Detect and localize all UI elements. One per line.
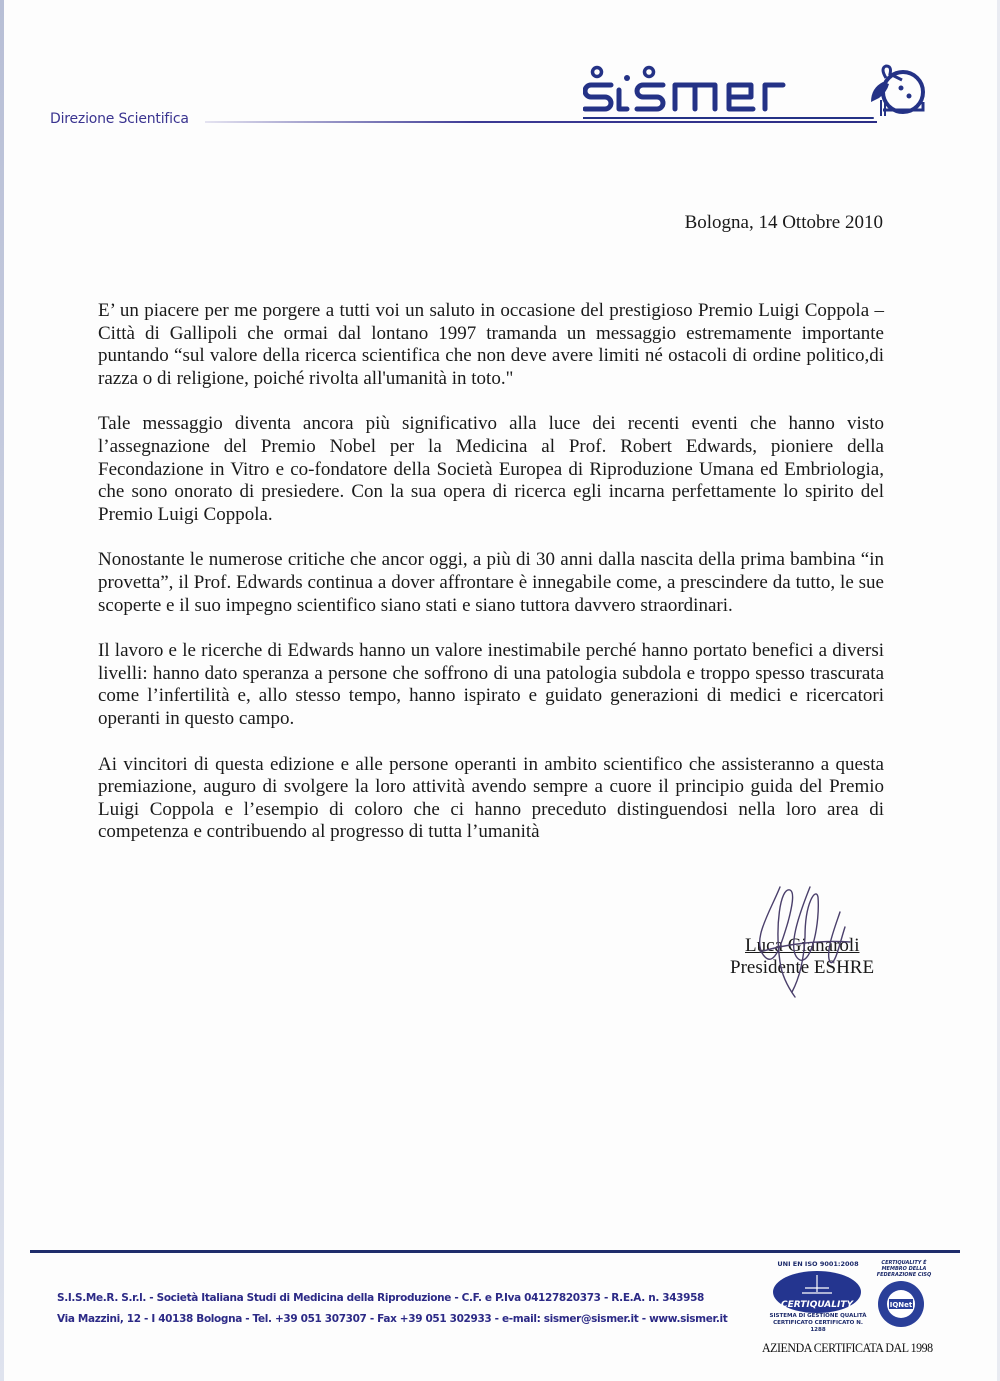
certiquality-badge-icon <box>772 1270 862 1314</box>
iqnet-badge-icon <box>877 1280 925 1328</box>
cisq-caption: CERTIQUALITY È MEMBRO DELLA FEDERAZIONE CISQ <box>876 1260 932 1278</box>
signatory-name: Luca Gianaroli <box>745 935 860 956</box>
paragraph: Tale messaggio diventa ancora più significativo alla luce dei recenti eventi che hanno visto l’assegnazione del Premio Nobel per la Medicina al Prof. Robert Edwards, pioniere della Fecondazione in Vitro e co-fondatore della Società Europea di Riproduzione Umana ed Embriologia, che sono onorato di presiedere. Con la sua opera di ricerca egli incarna perfettamente lo spirito del Premio Luigi Coppola. <box>98 413 884 525</box>
iso-standard-label: UNI EN ISO 9001:2008 <box>777 1260 859 1268</box>
signature-block <box>730 935 910 979</box>
contact-info-line: Via Mazzini, 12 - I 40138 Bologna - Tel. +39 051 307307 - Fax +39 051 302933 - e-mail: sismer@sismer.it - www.sismer.it <box>57 1313 728 1325</box>
paragraph: E’ un piacere per me porgere a tutti voi un saluto in occasione del prestigioso Premio Luigi Coppola – Città di Gallipoli che ormai dal lontano 1997 tramanda un messaggio estremamente importante puntando “sul valore della ricerca scientifica che non deve avere limiti né ostacoli di ordine politico,di razza o di religione, poiché rivolta all'umanità in toto." <box>98 300 884 389</box>
department-label: Direzione Scientifica <box>50 111 189 127</box>
company-info-line: S.I.S.Me.R. S.r.l. - Società Italiana Studi di Medicina della Riproduzione - C.F. e P.Iva 04127820373 - R.E.A. n. 343958 <box>57 1292 705 1304</box>
paragraph: Nonostante le numerose critiche che ancor oggi, a più di 30 anni dalla nascita della prima bambina “in provetta”, il Prof. Edwards continua a dover affrontare è innegabile come, a prescindere da tutto, le sue scoperte e il suo impegno scientifico siano stati e siano tuttora davvero straordinari. <box>98 549 884 616</box>
certiquality-badge-text: CERTIQUALITY <box>780 1300 854 1310</box>
stork-with-baby-icon <box>871 66 923 116</box>
paragraph: Il lavoro e le ricerche di Edwards hanno un valore inestimabile perché hanno portato benefici a diversi livelli: hanno dato speranza a persone che soffrono di una patologia subdola e troppo spesso trascurata come l’infertilità e, allo stesso tempo, hanno ispirato e guidato generazioni di medici e ricercatori operanti in questo campo. <box>98 640 884 729</box>
logo-wordmark <box>583 68 873 119</box>
iqnet-badge-text: IQNet <box>889 1301 913 1309</box>
footer-divider <box>30 1250 960 1253</box>
paragraph: Ai vincitori di questa edizione e alle persone operanti in ambito scientifico che assisteranno a questa premiazione, auguro di svolgere la loro attività avendo sempre a cuore il principio guida del Premio Luigi Coppola e l’esempio di coloro che ci hanno preceduto distinguendosi nella loro area di competenza e contribuendo al progresso di tutta l’umanità <box>98 753 884 843</box>
certiquality-caption: SISTEMA DI GESTIONE QUALITÀ CERTIFICATO CERTIFICATO N. 1288 <box>769 1313 867 1333</box>
sismer-logo <box>583 60 943 130</box>
certified-since-label: AZIENDA CERTIFICATA DAL 1998 <box>762 1340 933 1355</box>
signatory-role: Presidente ESHRE <box>730 957 875 978</box>
scan-edge-left <box>0 0 4 1381</box>
letter-body <box>98 300 884 867</box>
letter-date: Bologna, 14 Ottobre 2010 <box>684 212 883 233</box>
